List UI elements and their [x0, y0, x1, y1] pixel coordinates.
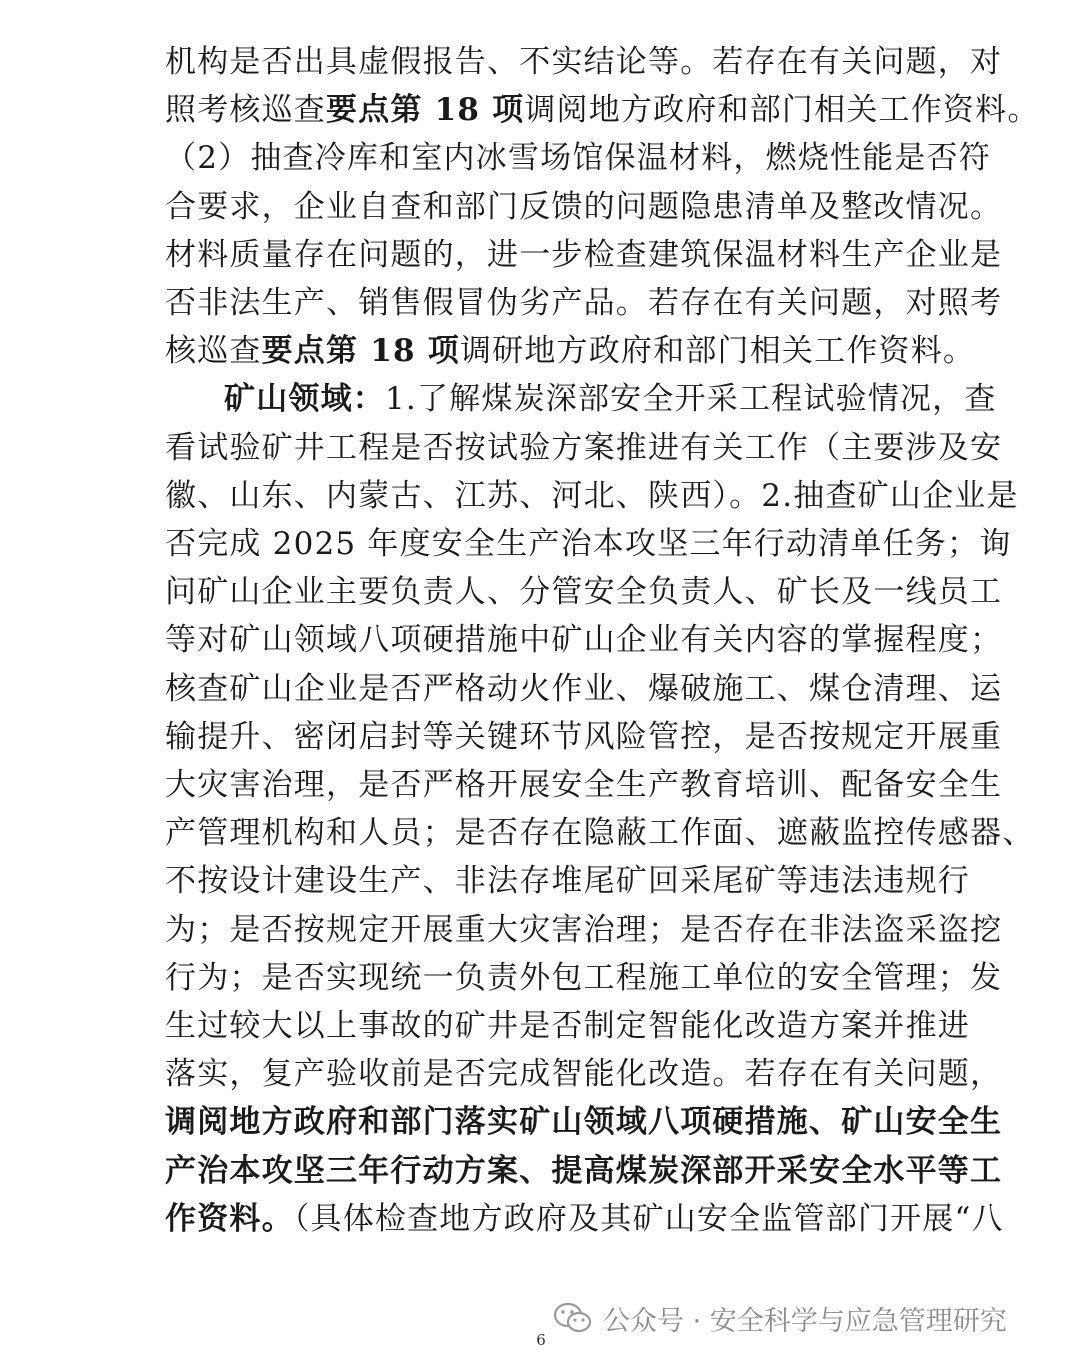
text-run: 合要求，企业自查和部门反馈的问题隐患清单及整改情况。 [165, 188, 1003, 225]
text-run: 生过较大以上事故的矿井是否制定智能化改造方案并推进 [165, 1008, 970, 1044]
text-line [165, 423, 1003, 473]
text-line [165, 133, 991, 183]
text-run: 看试验矿井工程是否按试验方案推进有关工作（主要涉及安 [165, 429, 1003, 466]
text-run: 1.了解煤炭深部安全开采工程试验情况，查 [385, 381, 997, 418]
text-line [165, 856, 970, 906]
text-line [165, 278, 1003, 328]
bold-text-run: 产治本攻坚三年行动方案、提高煤炭深部开采安全水平等工 [165, 1152, 1003, 1189]
text-line [165, 1049, 1003, 1099]
text-line [165, 1001, 970, 1051]
bold-text-run: 要点第 18 项 [261, 333, 460, 370]
text-line [165, 519, 1012, 569]
text-line [165, 471, 1019, 521]
text-run: 否非法生产、销售假冒伪劣产品。若存在有关问题，对照考 [165, 285, 1003, 321]
text-run: 落实，复产验收前是否完成智能化改造。若存在有关问题， [165, 1056, 1003, 1093]
text-line [165, 664, 1003, 714]
text-run: 照考核巡查 [165, 92, 326, 129]
text-line [165, 905, 1003, 955]
text-run: 调研地方政府和部门相关工作资料。 [459, 333, 976, 370]
text-run: 大灾害治理，是否严格开展安全生产教育培训、配备安全生 [165, 767, 1003, 803]
text-run: 等对矿山领域八项硬措施中矿山企业有关内容的掌握程度； [165, 622, 1003, 659]
text-run: 行为；是否实现统一负责外包工程施工单位的安全管理；发 [165, 959, 1003, 996]
text-line [165, 182, 1003, 232]
text-line [165, 760, 1003, 810]
watermark-text: 公众号 · 安全科学与应急管理研究 [603, 1305, 1007, 1337]
text-line [165, 567, 1003, 617]
text-line [165, 85, 1040, 135]
text-line [165, 712, 1003, 762]
text-run: 产管理机构和人员；是否存在隐蔽工作面、遮蔽监控传感器、 [165, 815, 1035, 852]
text-run: （2）抽查冷库和室内冰雪场馆保温材料，燃烧性能是否符 [165, 140, 991, 177]
bold-text-run: 作资料。 [165, 1200, 294, 1237]
text-run: 机构是否出具虚假报告、不实结论等。若存在有关问题，对 [165, 44, 1003, 80]
text-run: 材料质量存在问题的，进一步检查建筑保温材料生产企业是 [165, 236, 1003, 273]
text-line [165, 808, 1035, 858]
text-run: 为；是否按规定开展重大灾害治理；是否存在非法盗采盗挖 [165, 911, 1003, 948]
bold-text-run: 要点第 18 项 [326, 92, 525, 129]
text-run: 问矿山企业主要负责人、分管安全负责人、矿长及一线员工 [165, 574, 1003, 611]
watermark [553, 1293, 1007, 1343]
text-line [165, 953, 1003, 1003]
text-line [165, 615, 1003, 665]
text-line [165, 326, 976, 376]
text-run: （具体检查地方政府及其矿山安全监管部门开展“八 [293, 1200, 1004, 1237]
text-run: 输提升、密闭启封等关键环节风险管控，是否按规定开展重 [165, 718, 1003, 755]
text-run: 核巡查 [165, 333, 262, 370]
text-line [165, 1146, 1003, 1196]
wechat-icon [553, 1301, 593, 1335]
text-run: 不按设计建设生产、非法存堆尾矿回采尾矿等违法违规行 [165, 863, 970, 900]
text-line [165, 1097, 1003, 1147]
text-run: 调阅地方政府和部门相关工作资料。 [524, 92, 1040, 129]
bold-text-run: 矿山领域： [224, 381, 385, 418]
text-run: 否完成 2025 年度安全生产治本攻坚三年行动清单任务；询 [165, 526, 1012, 562]
text-run: 核查矿山企业是否严格动火作业、爆破施工、煤仓清理、运 [165, 670, 1003, 707]
text-run: 徽、山东、内蒙古、江苏、河北、陕西）。2.抽查矿山企业是 [165, 477, 1019, 514]
text-line [165, 37, 1003, 87]
text-line [224, 374, 997, 424]
page-number: 6 [536, 1331, 546, 1349]
text-line [165, 1194, 1004, 1244]
bold-text-run: 调阅地方政府和部门落实矿山领域八项硬措施、矿山安全生 [165, 1104, 1003, 1141]
text-line [165, 230, 1003, 280]
